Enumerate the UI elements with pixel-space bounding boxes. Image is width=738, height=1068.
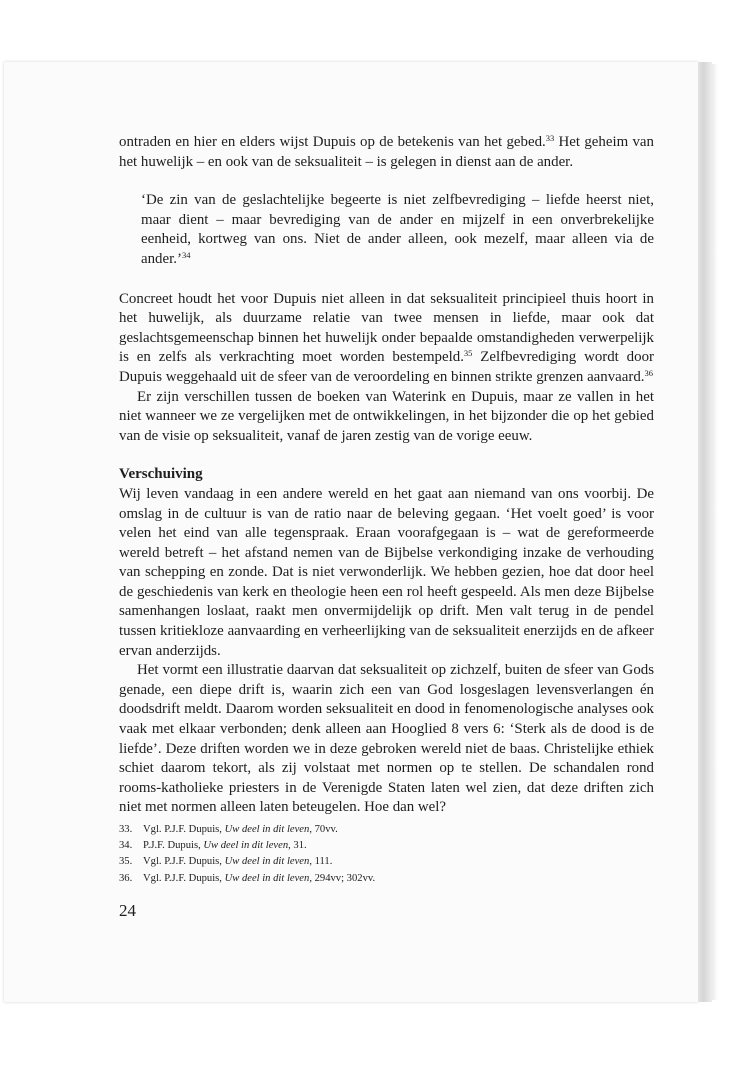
page-edge-shadow [712,64,718,1000]
footnote-ref: 34 [181,249,191,260]
footnote: 35. Vgl. P.J.F. Dupuis, Uw deel in dit leven, 111. [119,854,654,870]
footnote-ref: 35 [463,348,473,359]
paragraph: Concreet houdt het voor Dupuis niet alleen in dat seksualiteit principieel thuis hoort in het huwelijk, als duurzame relatie van twee mensen in liefde, maar ook dat geslachtsgemeenschap binnen het huwelijk onder bepaalde omstandigheden verwerpelijk is en zelfs als verkrachting moet worden bestempeld.$^{35}$ Zelfbevrediging wordt door Dupuis weggehaald uit de sfeer van de veroordeling en binnen strikte grenzen aanvaard.$^{36}$ [119,290,654,385]
footnote: 34. P.J.F. Dupuis, Uw deel in dit leven, 31. [119,838,654,854]
footnote: 33. Vgl. P.J.F. Dupuis, Uw deel in dit leven, 70vv. [119,822,654,838]
footnote-ref: 36 [644,367,654,378]
footnote-number: 34. [119,840,133,852]
book-title: Uw deel in dit leven [203,840,289,852]
footnote-number: 35. [119,856,133,868]
page-stack-edge [698,62,712,1002]
page-number: 24 [119,901,136,920]
book-title: Uw deel in dit leven [224,856,310,868]
paragraph: Er zijn verschillen tussen de boeken van Waterink en Dupuis, maar ze vallen in het niet wanneer we ze vergelijken met de ontwikkelingen, in het bijzonder die op het gebied van de visie op seksualiteit, vanaf de jaren zestig van de vorige eeuw. [119,388,654,444]
footnote: 36. Vgl. P.J.F. Dupuis, Uw deel in dit leven, 294vv; 302vv. [119,871,654,887]
paragraph: Wij leven vandaag in een andere wereld en het gaat aan niemand van ons voorbij. De omslag in de cultuur is van de ratio naar de beleving gegaan. ‘Het voelt goed’ is voor velen het eind van alle tegenspraak. Eraan voorafgegaan is – wat de gereformeerde wereld betreft – het afstand nemen van de Bijbelse verkondiging inzake de verhouding van schepping en zonde. Dat is niet verwonderlijk. We hebben gezien, hoe dat door heel de geschiedenis van kerk en theologie heen een rol heeft gespeeld. Als men deze Bijbelse samenhangen loslaat, raakt men onvermijdelijk op drift. Men valt terug in de pendel tussen kritiekloze aanvaarding en verheerlijking van de seksualiteit enerzijds en de afkeer ervan anderzijds. [119,485,654,659]
book-title: Uw deel in dit leven [224,824,310,835]
footnote-number: 36. [119,872,133,884]
footnote-ref: 33 [545,133,555,143]
book-title: Uw deel in dit leven [224,872,310,884]
paragraph: Het vormt een illustratie daarvan dat seksualiteit op zichzelf, buiten de sfeer van Gods genade, een diepe drift is, waarin zich een van God losgeslagen levensverlangen én doodsdrift meldt. Daarom worden seksualiteit en dood in fenomenologische analyses ook vaak met elkaar verbonden; denk alleen aan Hooglied 8 vers 6: ‘Sterk als de dood is de liefde’. Deze driften worden we in deze gebroken wereld niet de baas. Christelijke ethiek schiet daarom tekort, als zij volstaat met normen op te stellen. De schandalen rond rooms-katholieke priesters in de Verenigde Staten laten wel zien, dat deze driften zich niet met normen alleen laten beteugelen. Hoe dan wel? [119,662,654,816]
block-quote: ‘De zin van de geslachtelijke begeerte is niet zelfbevrediging – liefde heerst niet, maar dient – maar bevrediging van de ander en mijzelf in een onverbrekelijke eenheid, kortweg van ons. Niet de ander alleen, ook mezelf, maar alleen via de ander.’$^{34}$ [141,192,654,267]
body-text [119,133,654,818]
footnote-number: 33. [119,824,133,835]
section-heading: Verschuiving [119,466,203,483]
footnotes [119,822,654,887]
paragraph: ontraden en hier en elders wijst Dupuis op de betekenis van het gebed.$^{33}$ Het geheim van het huwelijk – en ook van de seksualiteit – is gelegen in dienst aan de ander. [119,133,654,170]
